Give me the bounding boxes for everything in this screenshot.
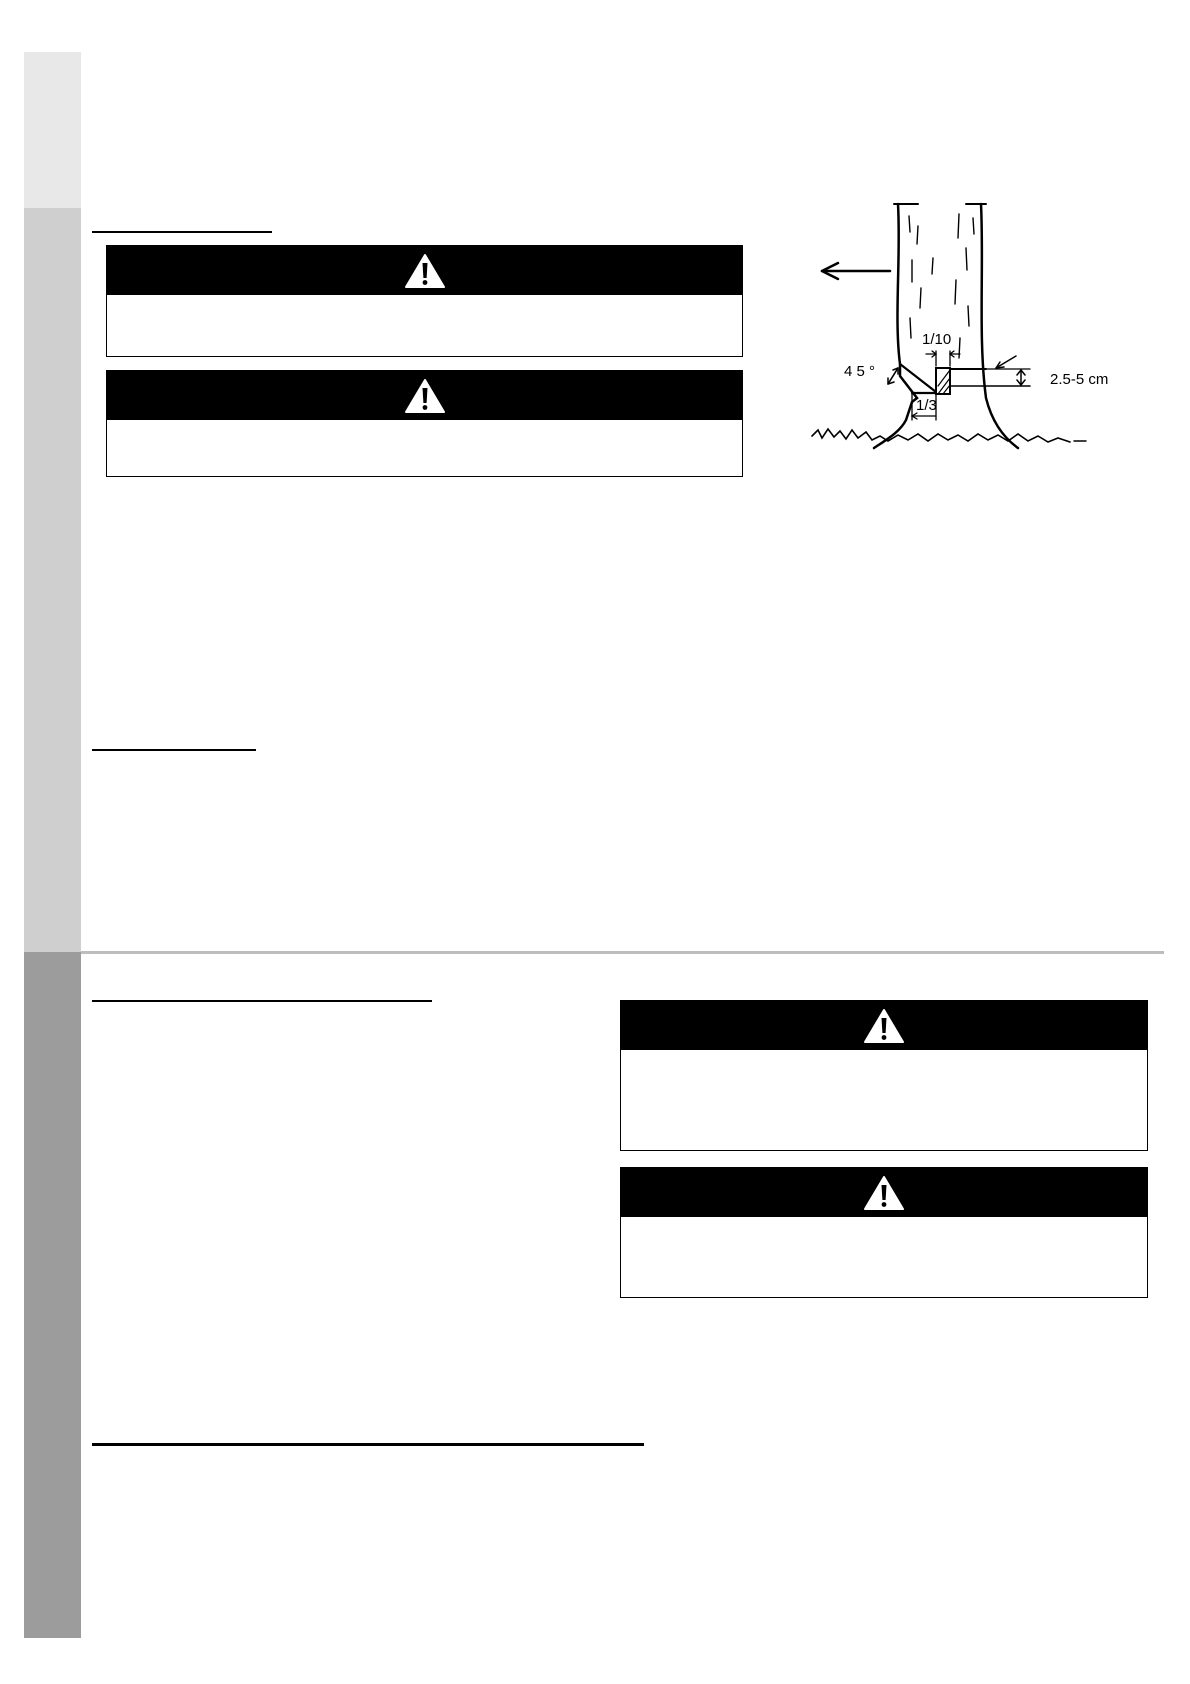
- section-tab-bottom: [24, 952, 81, 1638]
- warning-box: [620, 1000, 1148, 1151]
- warning-header-bar: [107, 246, 742, 295]
- warning-header-bar: [107, 371, 742, 420]
- notch-width-label: 1/10: [922, 331, 952, 348]
- warning-box: [106, 245, 743, 357]
- warning-box: [620, 1167, 1148, 1298]
- hinge-height-label: 2.5-5 cm: [1050, 371, 1109, 388]
- warning-triangle-icon: [863, 1175, 905, 1211]
- heading-underline-4: [92, 1443, 644, 1446]
- section-tab-top: [24, 52, 81, 208]
- heading-underline-2: [92, 749, 256, 751]
- warning-header-bar: [621, 1001, 1147, 1050]
- tree-felling-diagram: [808, 198, 1138, 450]
- heading-underline-1: [92, 231, 272, 233]
- warning-header-bar: [621, 1168, 1147, 1217]
- angle-label: 4 5 °: [844, 363, 876, 380]
- notch-depth-label: 1/3: [916, 397, 937, 414]
- section-divider: [81, 951, 1164, 954]
- warning-triangle-icon: [404, 378, 446, 414]
- arrow-left-icon: [822, 263, 890, 279]
- heading-underline-3: [92, 1000, 432, 1002]
- warning-box: [106, 370, 743, 477]
- warning-triangle-icon: [863, 1008, 905, 1044]
- warning-triangle-icon: [404, 253, 446, 289]
- section-tab-middle: [24, 208, 81, 952]
